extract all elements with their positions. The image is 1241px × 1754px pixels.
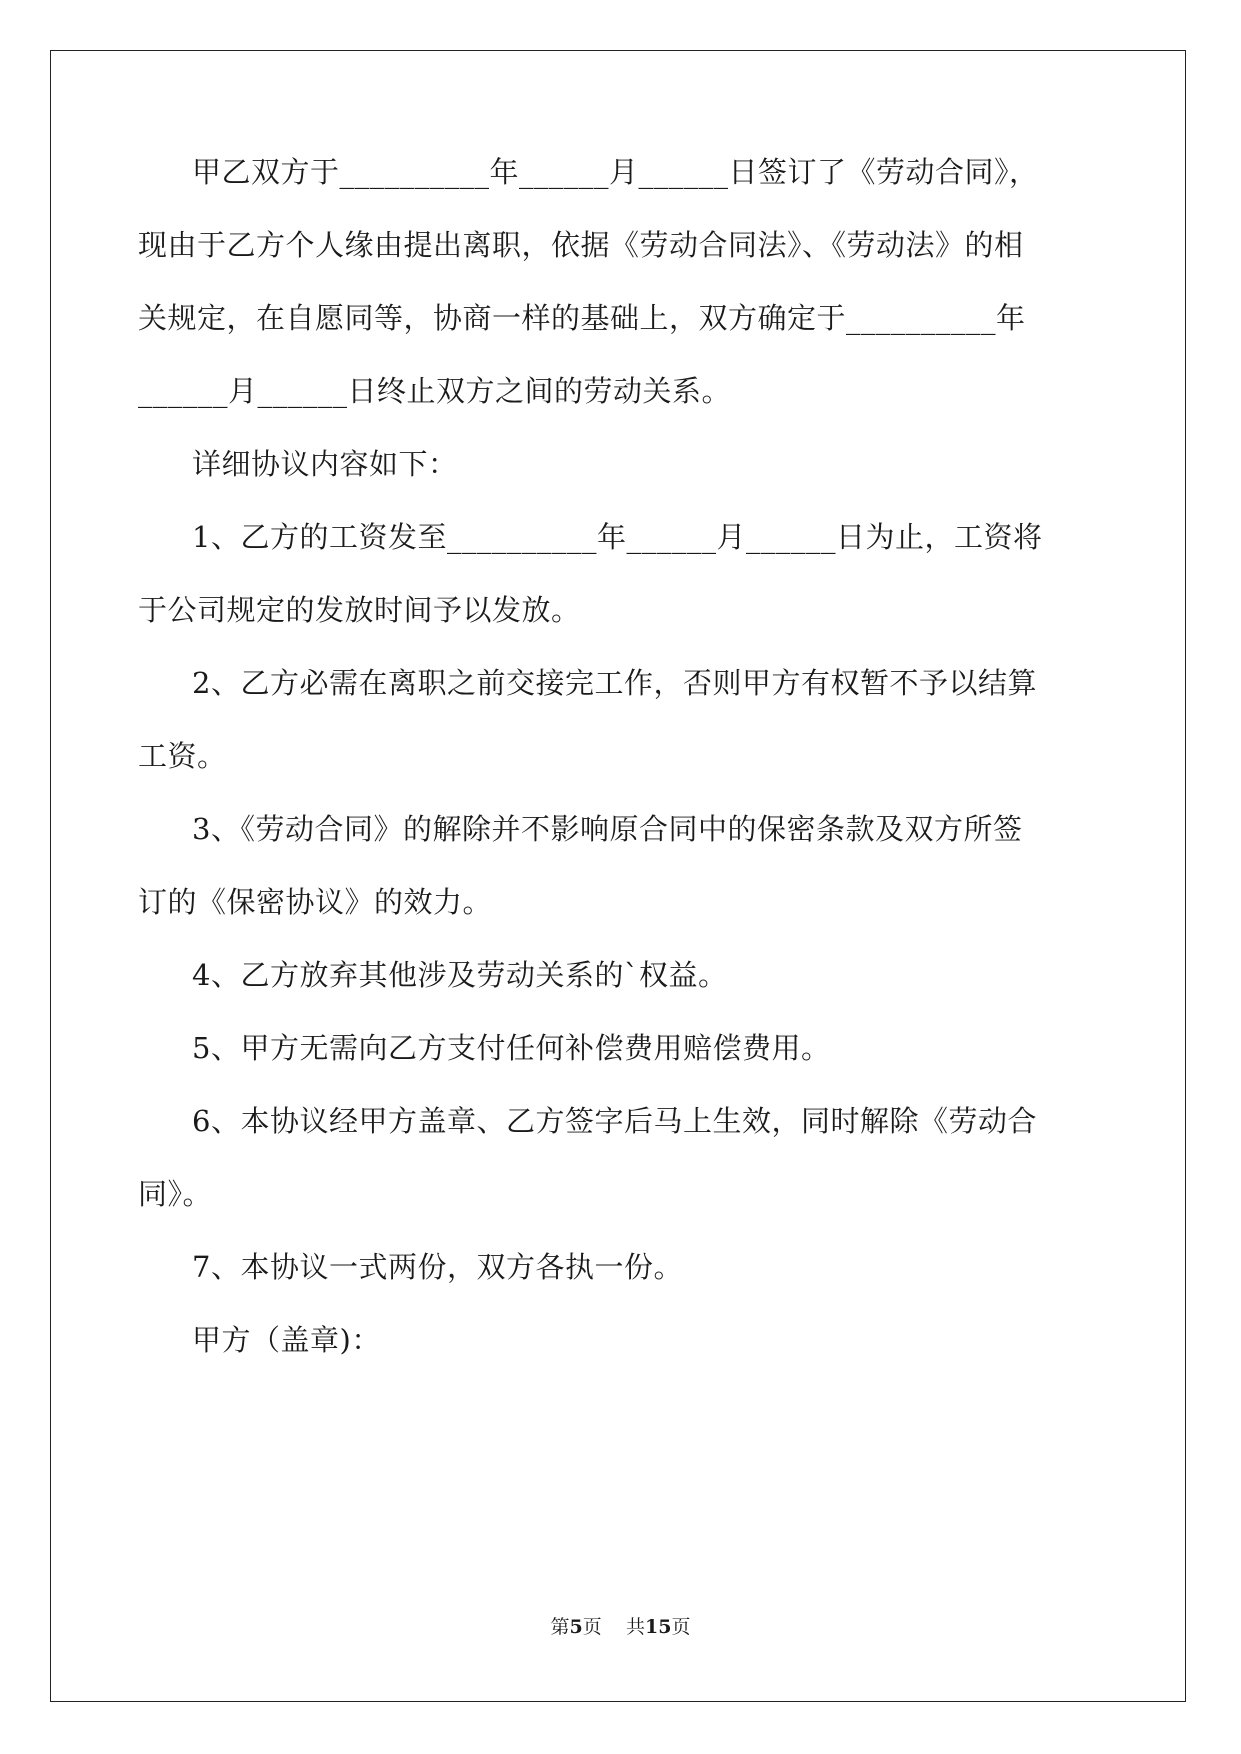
page-prefix: 第 <box>550 1616 570 1638</box>
paragraph-line: 2、乙方必需在离职之前交接完工作，否则甲方有权暂不予以结算 <box>192 666 1037 700</box>
paragraph-line: 5、甲方无需向乙方支付任何补偿费用赔偿费用。 <box>192 1031 831 1065</box>
page-number: 5 <box>569 1616 583 1638</box>
paragraph-line: 甲乙双方于__________年______月______日签订了《劳动合同》， <box>192 155 1039 189</box>
paragraph-line: 1、乙方的工资发至__________年______月______日为止，工资将 <box>192 520 1043 554</box>
paragraph-line: 现由于乙方个人缘由提出离职，依据《劳动合同法》、《劳动法》的相 <box>138 228 1024 262</box>
paragraph-line: 工资。 <box>138 739 227 773</box>
paragraph-line: 于公司规定的发放时间予以发放。 <box>138 593 581 627</box>
paragraph-line: 6、本协议经甲方盖章、乙方签字后马上生效，同时解除《劳动合 <box>192 1104 1037 1138</box>
paragraph-line: 关规定，在自愿同等，协商一样的基础上，双方确定于__________年 <box>138 301 1026 335</box>
paragraph-line: 7、本协议一式两份，双方各执一份。 <box>192 1250 683 1284</box>
paragraph-line: 详细协议内容如下： <box>192 447 458 481</box>
paragraph-line: 甲方（盖章)： <box>192 1323 381 1357</box>
paragraph-line: 4、乙方放弃其他涉及劳动关系的`权益。 <box>192 958 728 992</box>
total-unit: 页 <box>671 1616 691 1638</box>
paragraph-line: ______月______日终止双方之间的劳动关系。 <box>138 374 732 408</box>
paragraph-line: 同》。 <box>138 1177 213 1211</box>
paragraph-line: 订的《保密协议》的效力。 <box>138 885 493 919</box>
paragraph-line: 3、《劳动合同》的解除并不影响原合同中的保密条款及双方所签 <box>192 812 1023 846</box>
page-footer <box>0 1614 1241 1640</box>
total-prefix: 共 <box>625 1616 645 1638</box>
total-pages: 15 <box>644 1616 672 1638</box>
page-unit: 页 <box>582 1616 602 1638</box>
